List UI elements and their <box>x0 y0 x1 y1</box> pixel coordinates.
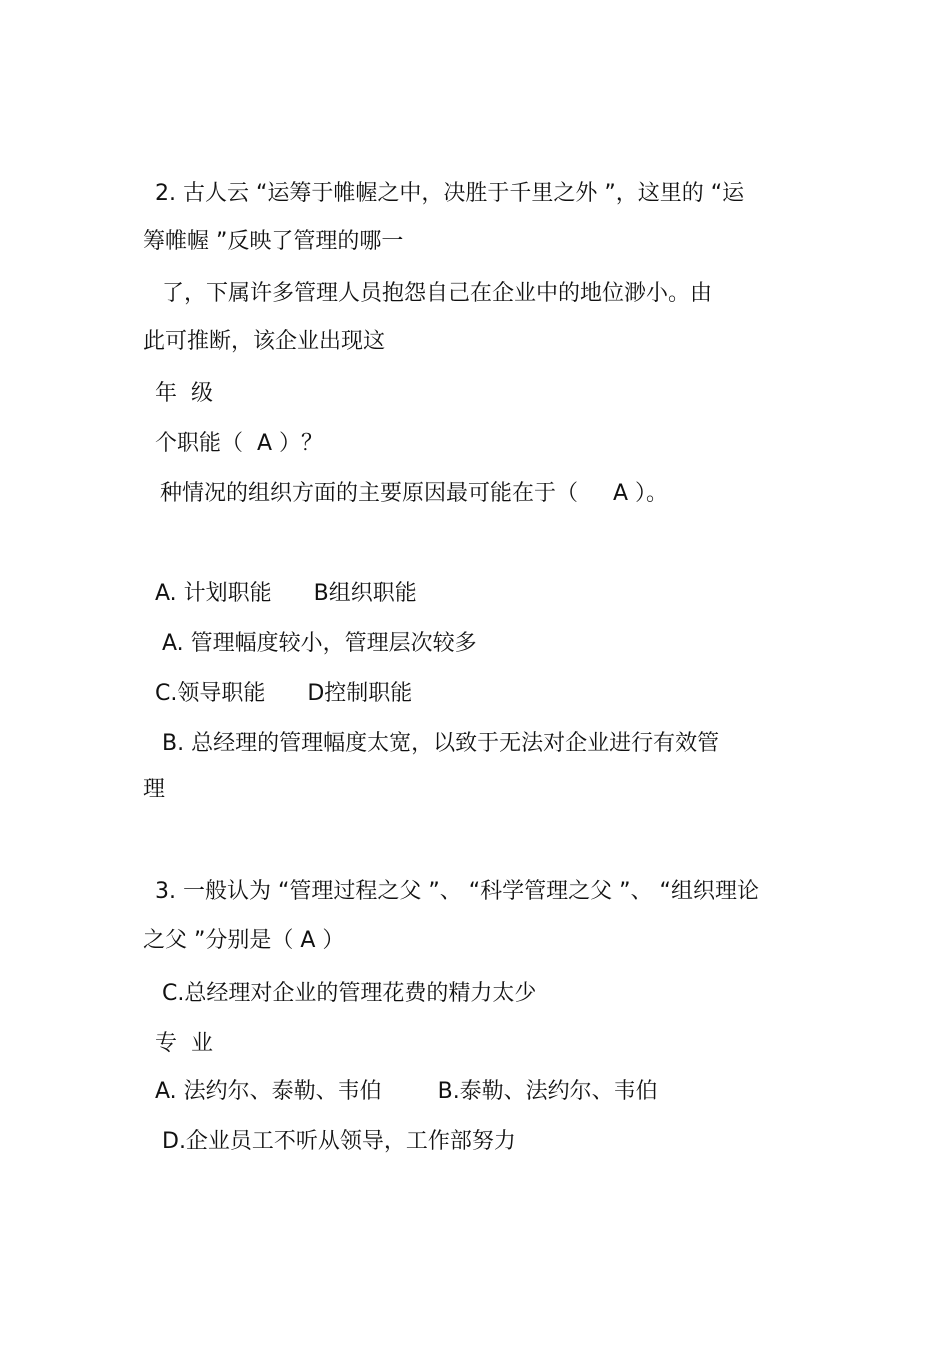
q-option-c: C.总经理对企业的管理花费的精力太少 <box>162 981 537 1006</box>
q2-stem-line3: 个职能（ A ）？ <box>155 431 324 456</box>
q2-stem-line1: 2. 古人云 “运筹于帷幄之中，决胜于千里之外 ”，这里的 “运 <box>155 181 745 206</box>
q-stem-line2: 此可推断，该企业出现这 <box>143 329 386 354</box>
q3-stem-line1: 3. 一般认为 “管理过程之父 ”、 “科学管理之父 ”、 “组织理论 <box>155 879 759 904</box>
q-option-b-line1: B. 总经理的管理幅度太宽，以致于无法对企业进行有效管 <box>162 731 720 756</box>
q-option-d: D.企业员工不听从领导，工作部努力 <box>162 1129 516 1154</box>
q3-stem-line2: 之父 ”分别是（ A ） <box>143 928 345 953</box>
q3-options-ab: A. 法约尔、泰勒、韦伯 B.泰勒、法约尔、韦伯 <box>155 1079 658 1104</box>
q2-stem-line2: 筹帷幄 ”反映了管理的哪一 <box>143 229 404 254</box>
q-option-b-line2: 理 <box>143 777 166 802</box>
grade-label: 年 级 <box>155 381 213 406</box>
q2-options-ab: A. 计划职能 B组织职能 <box>155 581 417 606</box>
q-stem-line3: 种情况的组织方面的主要原因最可能在于（ A ）。 <box>160 481 669 506</box>
q-stem-line1: 了，下属许多管理人员抱怨自己在企业中的地位渺小。由 <box>162 281 713 306</box>
q-option-a: A. 管理幅度较小，管理层次较多 <box>162 631 477 656</box>
q2-options-cd: C.领导职能 D控制职能 <box>155 681 413 706</box>
major-label: 专 业 <box>155 1031 213 1056</box>
